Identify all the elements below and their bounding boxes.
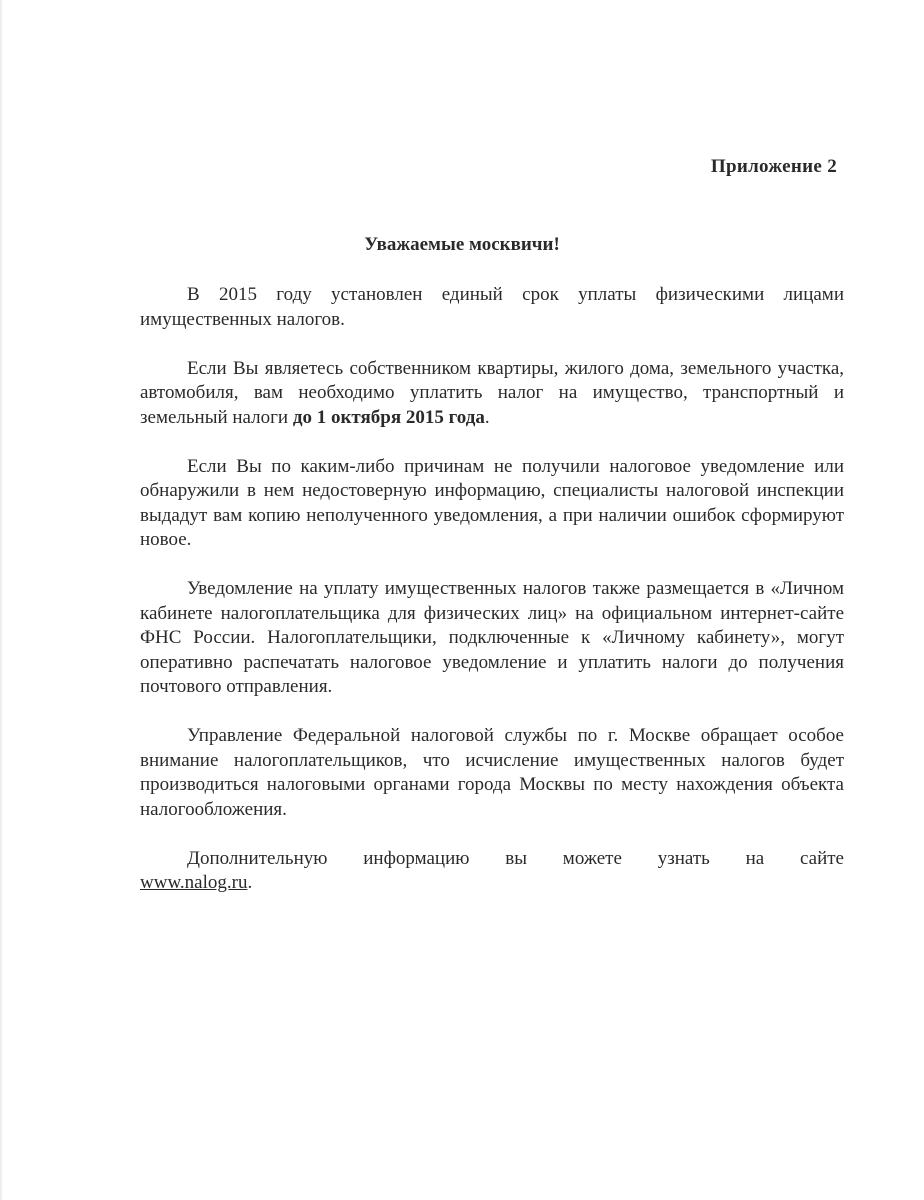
paragraph-tax-calculation: Управление Федеральной налоговой службы по г. Москве обращает особое внимание налогоплательщиков, что исчисление имущественных налогов будет производиться налоговыми органами города Москвы по месту нахождения объекта налогообложения. — [140, 725, 844, 820]
paragraph-more-info-text: Дополнительную информацию вы можете узнать на сайте — [187, 847, 844, 869]
website-link[interactable]: www.nalog.ru — [140, 872, 248, 893]
deadline-date: до 1 октября 2015 года — [292, 406, 485, 428]
paragraph-owners-end: . — [484, 406, 490, 428]
paragraph-more-info-link-line — [140, 871, 844, 896]
paragraph-owners-text: Если Вы являетесь собственником квартиры, жилого дома, земельного участка, автомобиля, вам необходимо уплатить налог на имущество, транспортный и земельный налоги — [140, 357, 844, 428]
paragraph-tax-deadline-intro: В 2015 году установлен единый срок уплаты физическими лицами имущественных налогов. — [140, 284, 844, 330]
paragraph-more-info-end: . — [247, 872, 253, 893]
paragraph-owners-obligation — [140, 357, 844, 431]
greeting-heading: Уважаемые москвичи! — [364, 234, 560, 255]
annex-label: Приложение 2 — [710, 156, 837, 177]
paragraph-missing-notice: Если Вы по каким-либо причинам не получили налоговое уведомление или обнаружили в нем недостоверную информацию, специалисты налоговой инспекции выдадут вам копию неполученного уведомления, а при наличии ошибок сформируют новое. — [140, 455, 844, 550]
scan-edge-shadow — [0, 0, 3, 1200]
paragraph-personal-account: Уведомление на уплату имущественных налогов также размещается в «Личном кабинете налогоплательщика для физических лиц» на официальном интернет-сайте ФНС России. Налогоплательщики, подключенные к «Личному кабинету», могут оперативно распечатать налоговое уведомление и уплатить налоги до получения почтового отправления. — [140, 578, 844, 697]
letter-body — [140, 283, 844, 920]
paragraph-more-info — [140, 847, 844, 872]
